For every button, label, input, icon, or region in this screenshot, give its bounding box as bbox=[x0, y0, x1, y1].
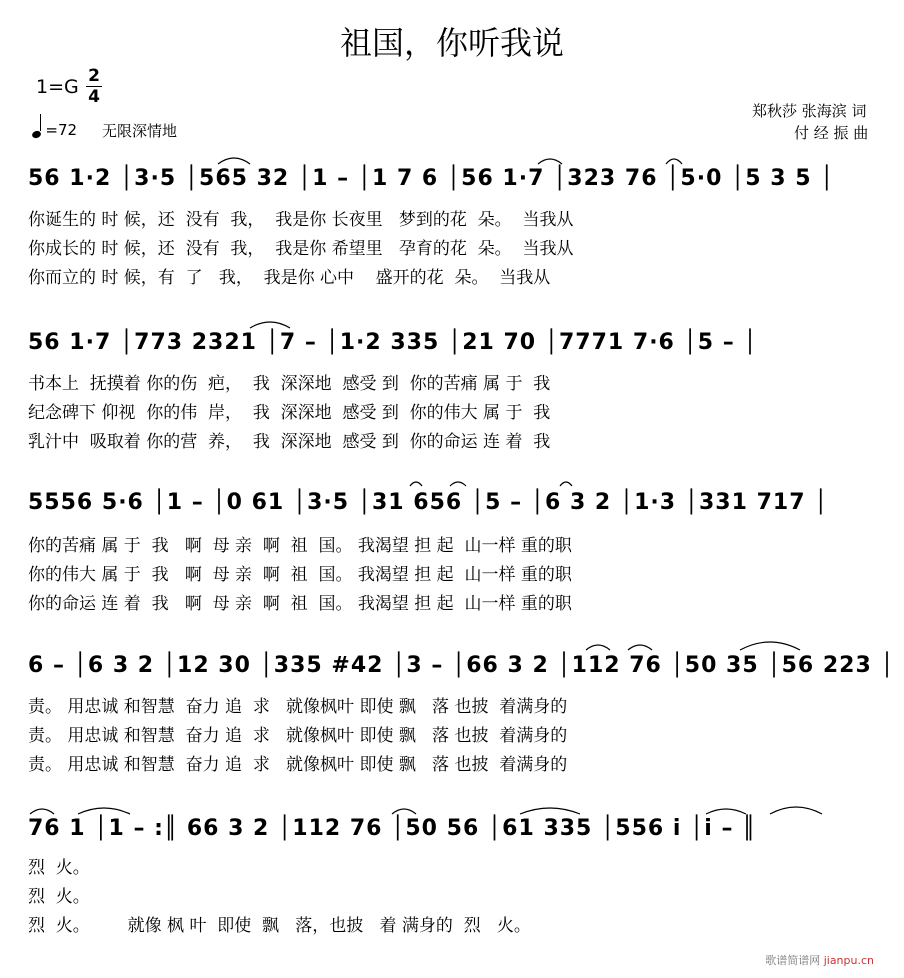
slur-mark bbox=[450, 482, 466, 486]
slur-mark bbox=[628, 645, 652, 650]
lyric-line-4-verse-1: 责。 用忠诚 和智慧 奋力 追 求 就像枫叶 即使 飘 落 也披 着满身的 bbox=[28, 697, 568, 717]
song-title: 祖国，你听我说 bbox=[339, 24, 564, 62]
lyric-line-3-verse-2: 你的伟大 属 于 我 啊 母 亲 啊 祖 国。 我渴望 担 起 山一样 重的职 bbox=[28, 565, 572, 585]
lyric-line-1-verse-1: 你诞生的 时 候，还 没有 我， 我是你 长夜里 梦到的花 朵。 当我从 bbox=[28, 210, 574, 230]
time-signature-bottom: 4 bbox=[88, 87, 100, 107]
watermark bbox=[765, 952, 874, 968]
slur-mark bbox=[520, 808, 580, 814]
lyric-line-5-verse-3: 烈 火。 就像 枫 叶 即使 飘 落，也披 着 满身的 烈 火。 bbox=[28, 916, 531, 936]
notation-line-3: 5556 5·6 │1 – │0 61 │3·5 │31 656 │5 – │6 3 2 │1·3 │331 717 │ bbox=[28, 490, 829, 515]
lyric-line-2-verse-1: 书本上 抚摸着 你的伤 疤， 我 深深地 感受 到 你的苦痛 属 于 我 bbox=[28, 374, 551, 394]
slur-mark bbox=[740, 642, 800, 650]
tempo-value: =72 bbox=[45, 121, 78, 139]
lyric-line-4-verse-2: 责。 用忠诚 和智慧 奋力 追 求 就像枫叶 即使 飘 落 也披 着满身的 bbox=[28, 726, 568, 746]
notation-line-4: 6 – │6 3 2 │12 30 │335 #42 │3 – │66 3 2 │112 76 │50 35 │56 223 │ bbox=[28, 653, 895, 678]
slur-mark bbox=[218, 158, 250, 164]
slur-mark bbox=[586, 645, 610, 650]
slur-mark bbox=[410, 482, 422, 486]
lyric-line-1-verse-2: 你成长的 时 候，还 没有 我， 我是你 希望里 孕育的花 朵。 当我从 bbox=[28, 239, 574, 259]
key-signature: 1=G bbox=[36, 76, 79, 98]
lyric-line-3-verse-3: 你的命运 连 着 我 啊 母 亲 啊 祖 国。 我渴望 担 起 山一样 重的职 bbox=[28, 594, 572, 614]
composer-credit: 付 经 振 曲 bbox=[794, 124, 869, 142]
slur-mark bbox=[78, 808, 130, 814]
lyric-line-1-verse-3: 你而立的 时 候，有 了 我， 我是你 心中 盛开的花 朵。 当我从 bbox=[28, 268, 551, 288]
lyric-line-2-verse-2: 纪念碑下 仰视 你的伟 岸， 我 深深地 感受 到 你的伟大 属 于 我 bbox=[28, 403, 551, 423]
slur-mark bbox=[770, 807, 822, 814]
notation-line-2: 56 1·7 │773 2321 │7 – │1·2 335 │21 70 │7771 7·6 │5 – │ bbox=[28, 330, 758, 355]
slur-mark bbox=[538, 159, 562, 164]
expression-marking: 无限深情地 bbox=[102, 122, 178, 140]
lyricist-credit: 郑秋莎 张海滨 词 bbox=[752, 102, 867, 120]
slur-mark bbox=[30, 809, 54, 814]
lyric-line-5-verse-2: 烈 火。 bbox=[28, 887, 90, 907]
lyric-line-5-verse-1: 烈 火。 bbox=[28, 858, 90, 878]
slur-mark bbox=[666, 159, 682, 164]
slur-mark bbox=[706, 809, 746, 814]
notation-line-1: 56 1·2 │3·5 │565 32 │1 – │1 7 6 │56 1·7 │323 76 │5·0 │5 3 5 │ bbox=[28, 166, 835, 191]
time-signature-top: 2 bbox=[88, 66, 100, 86]
lyric-line-4-verse-3: 责。 用忠诚 和智慧 奋力 追 求 就像枫叶 即使 飘 落 也披 着满身的 bbox=[28, 755, 568, 775]
slur-mark bbox=[250, 322, 290, 328]
watermark-site: 歌谱简谱网 bbox=[765, 954, 821, 967]
lyric-line-2-verse-3: 乳汁中 吸取着 你的营 养， 我 深深地 感受 到 你的命运 连 着 我 bbox=[28, 432, 551, 452]
notation-line-5: 76 1 │1 – :║ 66 3 2 │112 76 │50 56 │61 335 │556 i │i – ║ bbox=[28, 816, 757, 841]
slur-mark bbox=[560, 482, 572, 486]
slur-mark bbox=[392, 809, 416, 814]
lyric-line-3-verse-1: 你的苦痛 属 于 我 啊 母 亲 啊 祖 国。 我渴望 担 起 山一样 重的职 bbox=[28, 536, 572, 556]
watermark-url: jianpu.cn bbox=[823, 954, 874, 967]
